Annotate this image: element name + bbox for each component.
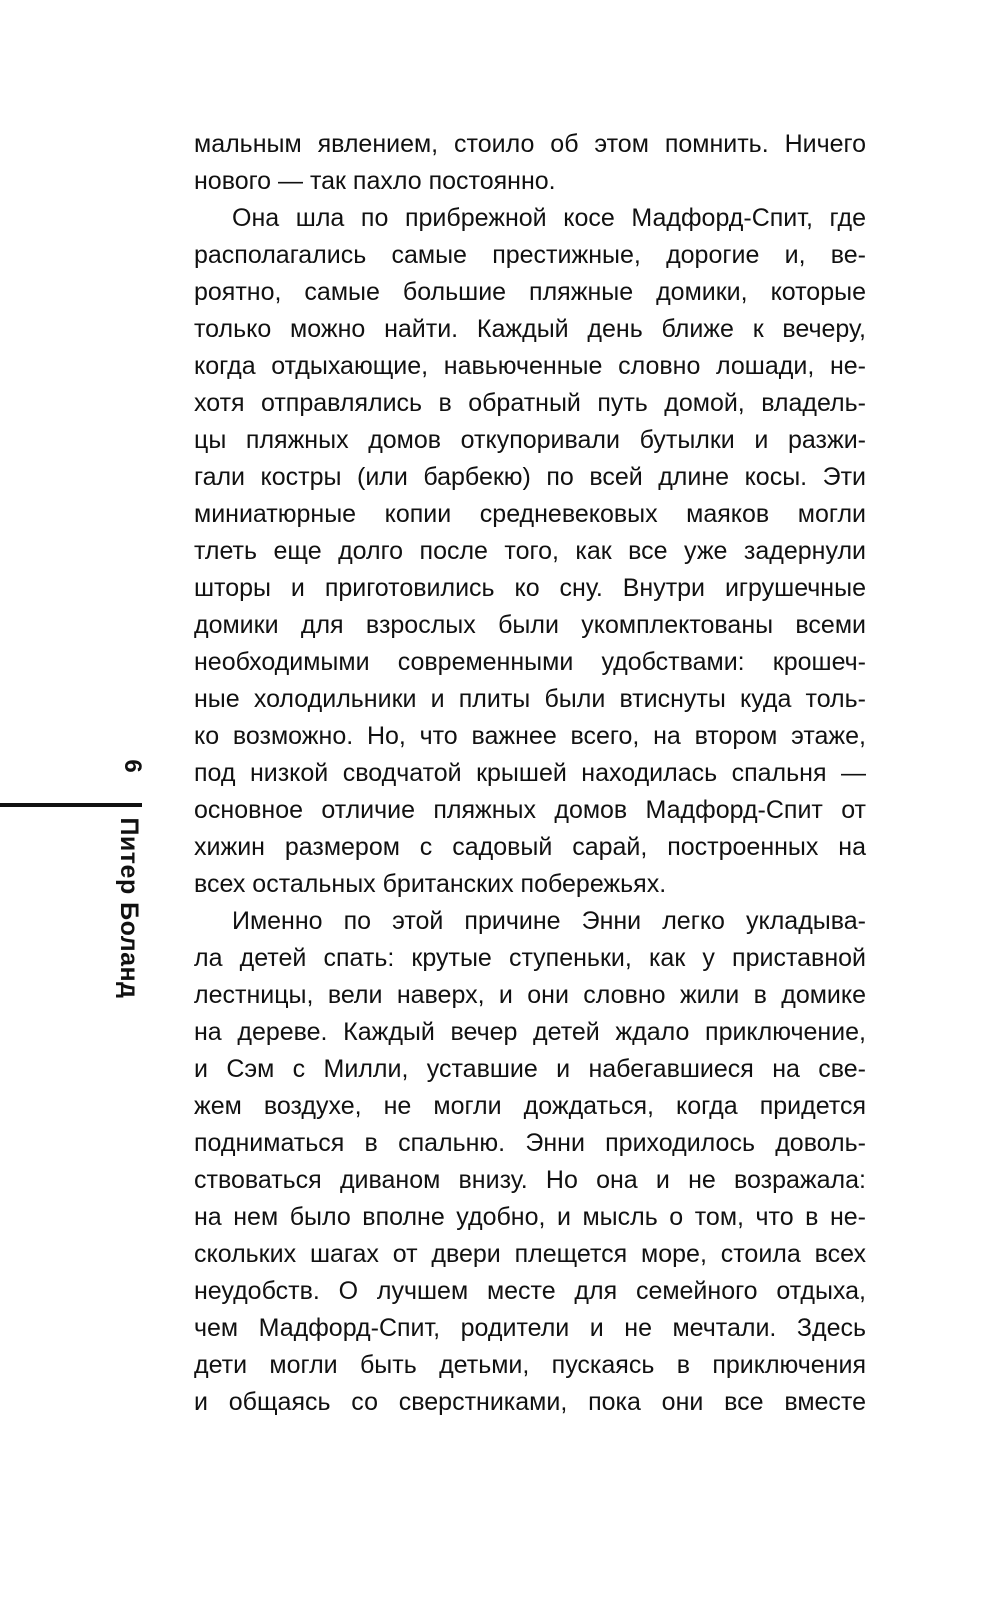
text-line: мальным явлением, стоило об этом помнить. Ничего bbox=[194, 130, 866, 158]
body-text bbox=[194, 126, 866, 1421]
text-line: необходимыми современными удобствами: крошеч- bbox=[194, 648, 866, 676]
text-line: неудобств. О лучшем месте для семейного отдыха, bbox=[194, 1277, 866, 1305]
text-line: основное отличие пляжных домов Мадфорд-Спит от bbox=[194, 796, 866, 824]
text-line: только можно найти. Каждый день ближе к вечеру, bbox=[194, 315, 866, 343]
text-line: тлеть еще долго после того, как все уже задернули bbox=[194, 537, 866, 565]
text-line: цы пляжных домов откупоривали бутылки и разжи- bbox=[194, 426, 866, 454]
text-line: ко возможно. Но, что важнее всего, на втором этаже, bbox=[194, 722, 866, 750]
text-line: гали костры (или барбекю) по всей длине косы. Эти bbox=[194, 463, 866, 491]
margin-divider bbox=[0, 803, 142, 807]
text-line: чем Мадфорд-Спит, родители и не мечтали. Здесь bbox=[194, 1314, 866, 1342]
text-line: на дереве. Каждый вечер детей ждало приключение, bbox=[194, 1018, 866, 1046]
text-line: подниматься в спальню. Энни приходилось доволь- bbox=[194, 1129, 866, 1157]
text-line: под низкой сводчатой крышей находилась спальня — bbox=[194, 759, 866, 787]
text-line: хижин размером с садовый сарай, построенных на bbox=[194, 833, 866, 861]
text-line: хотя отправлялись в обратный путь домой, владель- bbox=[194, 389, 866, 417]
text-line: ствоваться диваном внизу. Но она и не возражала: bbox=[194, 1166, 866, 1194]
text-line: всех остальных британских побережьях. bbox=[194, 870, 667, 898]
text-line: шторы и приготовились ко сну. Внутри игрушечные bbox=[194, 574, 866, 602]
page-number: 6 bbox=[119, 759, 146, 773]
text-line: когда отдыхающие, навьюченные словно лошади, не- bbox=[194, 352, 866, 380]
text-line: и общаясь со сверстниками, пока они все вместе bbox=[194, 1388, 866, 1416]
text-line: на нем было вполне удобно, и мысль о том, что в не- bbox=[194, 1203, 866, 1231]
text-line: Именно по этой причине Энни легко укладыва- bbox=[232, 907, 866, 935]
text-line: Она шла по прибрежной косе Мадфорд-Спит, где bbox=[232, 204, 866, 232]
text-line: располагались самые престижные, дорогие и, ве- bbox=[194, 241, 866, 269]
text-line: ла детей спать: крутые ступеньки, как у приставной bbox=[194, 944, 866, 972]
text-line: жем воздухе, не могли дождаться, когда придется bbox=[194, 1092, 866, 1120]
text-line: миниатюрные копии средневековых маяков могли bbox=[194, 500, 866, 528]
running-header-author: Питер Боланд bbox=[115, 817, 143, 999]
text-line: скольких шагах от двери плещется море, стоила всех bbox=[194, 1240, 866, 1268]
text-line: лестницы, вели наверх, и они словно жили в домике bbox=[194, 981, 866, 1009]
text-line: роятно, самые большие пляжные домики, которые bbox=[194, 278, 866, 306]
text-line: домики для взрослых были укомплектованы всеми bbox=[194, 611, 866, 639]
text-line: ные холодильники и плиты были втиснуты куда толь- bbox=[194, 685, 866, 713]
text-line: и Сэм с Милли, уставшие и набегавшиеся на све- bbox=[194, 1055, 866, 1083]
text-line: нового — так пахло постоянно. bbox=[194, 167, 556, 195]
text-line: дети могли быть детьми, пускаясь в приключения bbox=[194, 1351, 866, 1379]
